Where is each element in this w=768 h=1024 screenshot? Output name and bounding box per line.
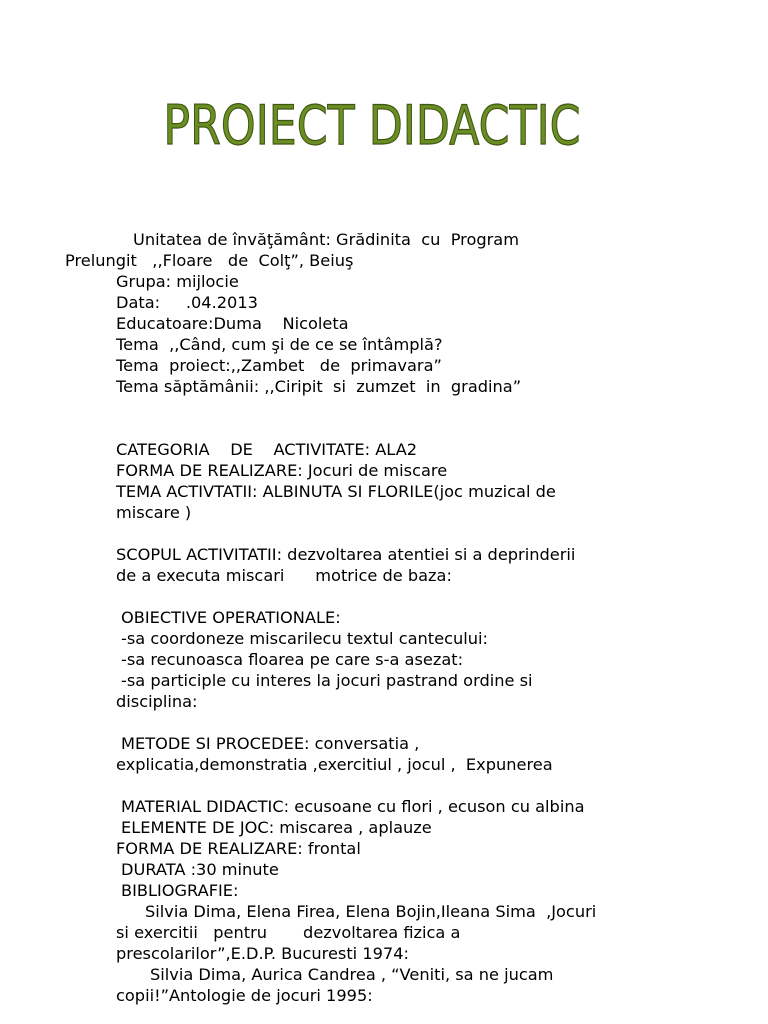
bibliography-ref-2-cont: copii!”Antologie de jocuri 1995:: [116, 986, 373, 1005]
spacer: [0, 418, 768, 439]
activity-theme-line-2: miscare ): [116, 503, 192, 522]
methods-line-2: explicatia,demonstratia ,exercitiul , jocul , Expunerea: [116, 755, 553, 774]
document-body: [0, 229, 768, 1006]
spacer: [0, 397, 768, 418]
game-elements: ELEMENTE DE JOC: miscarea , aplauze: [121, 818, 432, 837]
spacer: [0, 586, 768, 607]
spacer: [0, 775, 768, 796]
unit-line-2: Prelungit ,,Floare de Colţ”, Beiuş: [65, 251, 354, 270]
objective-item: -sa recunoasca floarea pe care s-a asezat:: [121, 650, 464, 669]
activity-theme-line-1: TEMA ACTIVTATII: ALBINUTA SI FLORILE(joc muzical de: [116, 482, 556, 501]
methods-line-1: METODE SI PROCEDEE: conversatia ,: [121, 734, 420, 753]
title-wordart: [0, 82, 768, 172]
bibliography-ref-2: Silvia Dima, Aurica Candrea , “Veniti, sa ne jucam: [150, 965, 554, 984]
objectives-heading: OBIECTIVE OPERATIONALE:: [121, 608, 341, 627]
theme-line: Tema ,,Când, cum şi de ce se întâmplă?: [116, 335, 443, 354]
objective-item: -sa participle cu interes la jocuri pastrand ordine si: [121, 671, 533, 690]
activity-category: CATEGORIA DE ACTIVITATE: ALA2: [116, 440, 418, 459]
activity-form: FORMA DE REALIZARE: Jocuri de miscare: [116, 461, 448, 480]
bibliography-ref-1: Silvia Dima, Elena Firea, Elena Bojin,Ileana Sima ,Jocuri: [145, 902, 597, 921]
objective-item: -sa coordoneze miscarilecu textul cantecului:: [121, 629, 488, 648]
bibliography-heading: BIBLIOGRAFIE:: [121, 881, 239, 900]
group-line: Grupa: mijlocie: [116, 272, 239, 291]
date-line: Data: .04.2013: [116, 293, 258, 312]
educator-line: Educatoare:Duma Nicoleta: [116, 314, 349, 333]
scope-line-1: SCOPUL ACTIVITATII: dezvoltarea atentiei si a deprinderii: [116, 545, 576, 564]
document-title: [0, 82, 768, 172]
bibliography-ref-1-cont: prescolarilor”,E.D.P. Bucuresti 1974:: [116, 944, 409, 963]
week-theme-line: Tema săptămânii: ,,Ciripit si zumzet in gradina”: [116, 377, 522, 396]
objective-item-continued: disciplina:: [116, 692, 198, 711]
title-text: PROIECT DIDACTIC: [163, 93, 581, 158]
realization-form: FORMA DE REALIZARE: frontal: [116, 839, 361, 858]
bibliography-ref-1-cont: si exercitii pentru dezvoltarea fizica a: [116, 923, 461, 942]
project-theme-line: Tema proiect:,,Zambet de primavara”: [116, 356, 442, 375]
material-didactic: MATERIAL DIDACTIC: ecusoane cu flori , ecuson cu albina: [121, 797, 585, 816]
spacer: [0, 523, 768, 544]
duration-line: DURATA :30 minute: [121, 860, 279, 879]
unit-line-1: Unitatea de învăţământ: Grădinita cu Program: [133, 230, 519, 249]
spacer: [0, 712, 768, 733]
scope-line-2: de a executa miscari motrice de baza:: [116, 566, 452, 585]
